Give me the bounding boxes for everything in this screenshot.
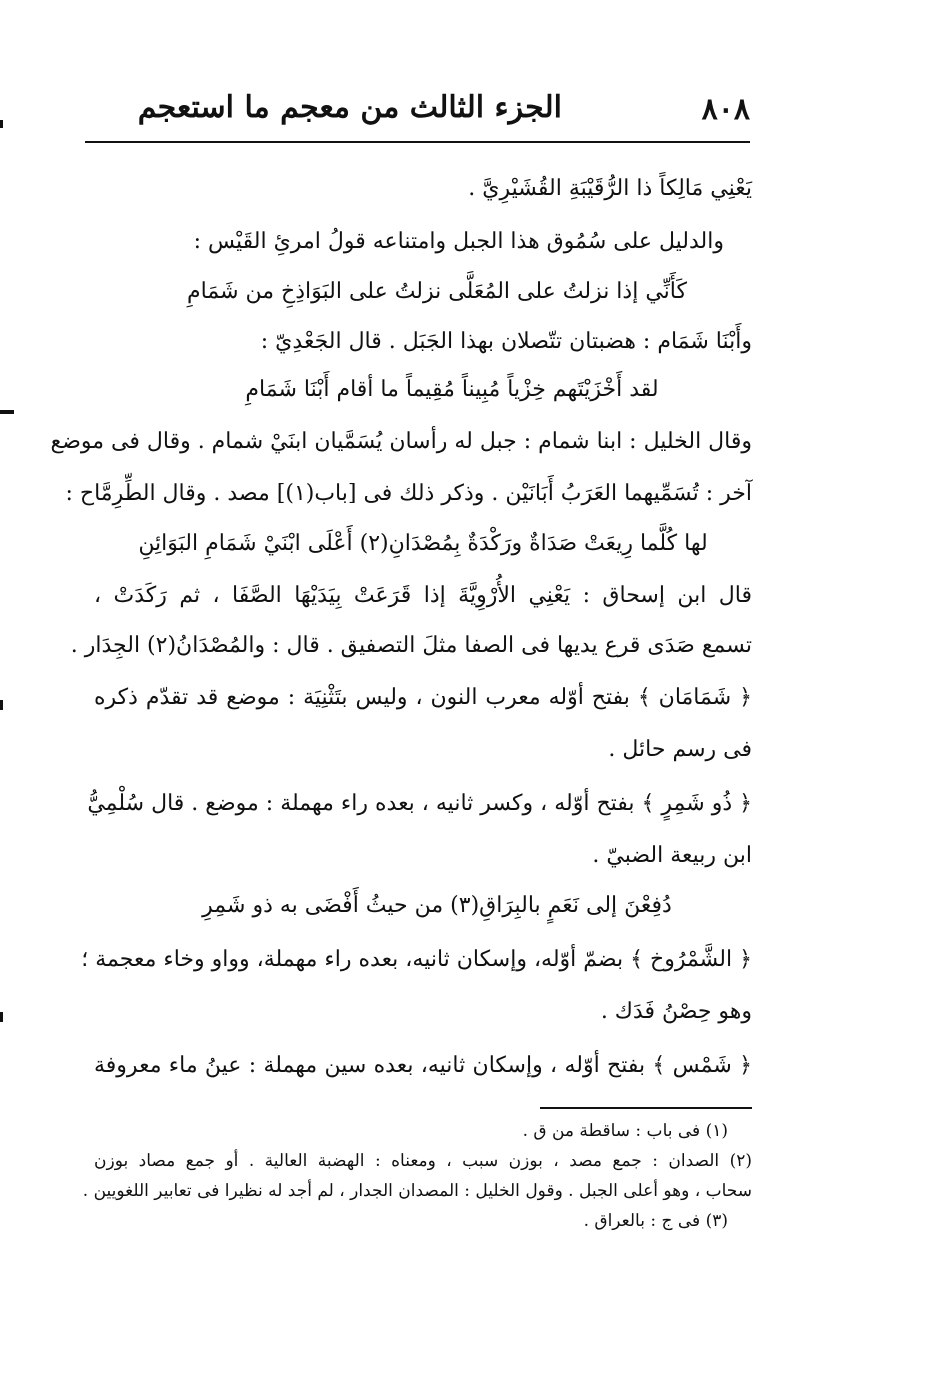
- margin-mark: [0, 120, 3, 128]
- entry-line: ﴿ الشَّمْرُوخ ﴾ بضمّ أوّله، وإسكان ثانيه، بعده راء مهملة، وواو وخاء معجمة ؛: [81, 947, 752, 972]
- entry-line: ﴿ شَمَامَان ﴾ بفتح أوّله معرب النون ، وليس بتَثْنِيَة : موضع قد تقدّم ذكره: [94, 685, 752, 710]
- page-number: ٨٠٨: [701, 92, 750, 127]
- text-line: والدليل على سُمُوق هذا الجبل وامتناعه قولُ امرئِ القَيْس :: [193, 229, 724, 254]
- verse-line: كَأَنِّي إذا نزلتُ على المُعَلَّى نزلتُ على البَوَاذِخِ من شَمَامِ: [187, 279, 687, 304]
- footnote-rule: [540, 1107, 752, 1109]
- text-line: تسمع صَدَى قرع يديها فى الصفا مثلَ التصفيق . قال : والمُصْدَانُ(٢) الجِدَار .: [70, 633, 752, 658]
- text-line: وهو حِصْنُ فَدَك .: [600, 999, 752, 1024]
- entry-line: ﴿ ذُو شَمِرٍ ﴾ بفتح أوّله ، وكسر ثانيه ، بعده راء مهملة : موضع . قال سُلْمِيُّ: [87, 791, 752, 816]
- text-line: قال ابن إسحاق : يَعْنِي الأُرْوِيَّةَ إذا قَرَعَتْ بِيَدَيْهَا الصَّفَا ، ثم رَكَدَتْ ،: [94, 583, 752, 608]
- text-line: ابن ربيعة الضبيّ .: [592, 843, 752, 868]
- page-header: [85, 82, 750, 142]
- entry-line: ﴿ شَمْس ﴾ بفتح أوّله ، وإسكان ثانيه، بعده سين مهملة : عينُ ماء معروفة: [94, 1053, 752, 1078]
- text-line: وأَبْنَا شَمَام : هضبتان تتّصلان بهذا الجَبَل . قال الجَعْدِيّ :: [260, 329, 752, 354]
- text-line: آخر : تُسَمِّيهما العَرَبُ أَبَانَيْن . وذكر ذلك فى [باب(١)] مصد . وقال الطِّرِمَّاح :: [65, 481, 752, 506]
- verse-line: دُفِعْنَ إلى نَعَمٍ بالبِرَاقِ(٣) من حيثُ أَفْضَى به ذو شَمِرِ: [202, 893, 672, 918]
- margin-mark: [0, 700, 3, 710]
- footnote: (٢) الصدان : جمع مصد ، بوزن سبب ، ومعناه : الهضبة العالية . أو جمع مصاد بوزن: [94, 1151, 752, 1171]
- verse-line: لقد أَخْزَيْتَهم خِزْياً مُبِيناً مُقِيماً ما أقام أَبْنَا شَمَامِ: [245, 377, 659, 402]
- header-rule: [85, 141, 750, 143]
- text-line: فى رسم حائل .: [608, 737, 752, 762]
- verse-line: لها كُلَّما رِيعَتْ صَدَاةٌ ورَكْدَةٌ بِمُصْدَانِ(٢) أَعْلَى ابْنَيْ شَمَامِ البَوَائِنِ: [138, 531, 708, 556]
- footnote: (١) فى باب : ساقطة من ق .: [522, 1121, 728, 1141]
- running-title: الجزء الثالث من معجم ما استعجم: [137, 90, 562, 125]
- text-line: يَعْنِي مَالِكاً ذا الرُّقَيْبَةِ القُشَيْرِيَّ .: [468, 176, 752, 201]
- text-line: وقال الخليل : ابنا شمام : جبل له رأسان يُسَمَّيان ابنَيْ شمام . وقال فى موضع: [50, 429, 752, 454]
- footnote: (٣) فى ج : بالعراق .: [583, 1211, 728, 1231]
- footnote: سحاب ، وهو أعلى الجبل . وقول الخليل : المصدان الجدار ، لم أجد له نظيرا فى تعابير اللغويين .: [82, 1181, 752, 1201]
- margin-mark: [0, 1012, 3, 1022]
- margin-mark: [0, 410, 14, 414]
